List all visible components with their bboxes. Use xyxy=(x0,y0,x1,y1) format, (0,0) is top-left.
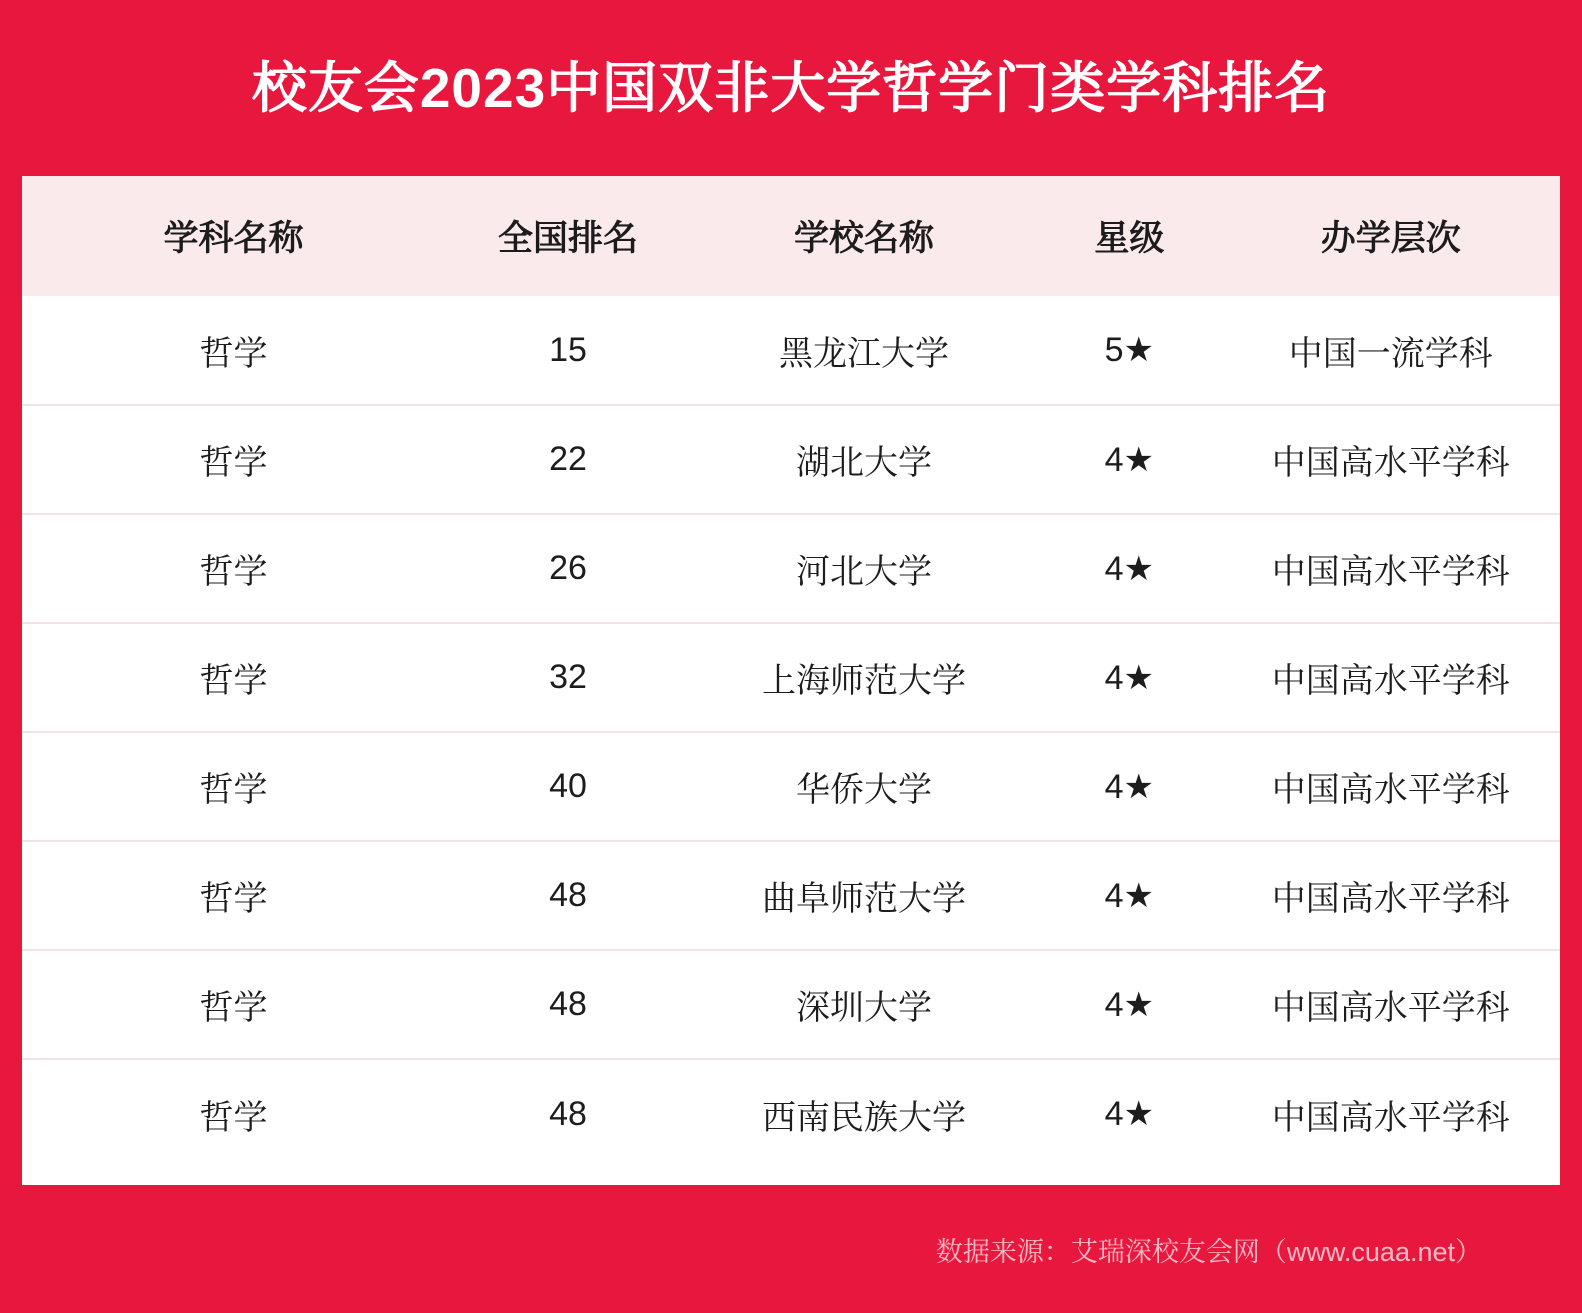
cell-star: 4★ xyxy=(1104,549,1155,588)
cell-subject: 哲学 xyxy=(199,1098,268,1137)
page-title: 校友会2023中国双非大学哲学门类学科排名 xyxy=(251,56,1331,119)
cell-school: 华侨大学 xyxy=(796,771,933,809)
cell-star: 5★ xyxy=(1104,331,1155,369)
cell-school: 河北大学 xyxy=(796,553,933,591)
cell-level: 中国高水平学科 xyxy=(1271,989,1510,1027)
cell-rank: 48 xyxy=(549,1094,587,1133)
table-row xyxy=(22,732,1560,841)
cell-star: 4★ xyxy=(1104,440,1155,479)
column-header-star: 星级 xyxy=(1094,219,1165,258)
cell-star: 4★ xyxy=(1104,767,1155,806)
cell-school: 曲阜师范大学 xyxy=(762,880,967,918)
table-body xyxy=(22,296,1560,1168)
cell-level: 中国高水平学科 xyxy=(1271,771,1510,809)
cell-rank: 48 xyxy=(549,876,587,914)
cell-rank: 22 xyxy=(549,440,587,478)
cell-star: 4★ xyxy=(1104,1095,1155,1133)
cell-subject: 哲学 xyxy=(199,662,268,700)
cell-rank: 32 xyxy=(549,658,587,696)
cell-level: 中国高水平学科 xyxy=(1271,880,1510,918)
cell-rank: 26 xyxy=(549,549,587,587)
column-header-level: 办学层次 xyxy=(1320,219,1461,258)
cell-school: 深圳大学 xyxy=(796,989,933,1027)
cell-subject: 哲学 xyxy=(199,553,268,591)
cell-subject: 哲学 xyxy=(199,771,268,809)
title-banner xyxy=(0,0,1582,176)
cell-subject: 哲学 xyxy=(199,444,268,482)
cell-rank: 15 xyxy=(549,330,587,369)
table-row xyxy=(22,405,1560,514)
cell-level: 中国高水平学科 xyxy=(1271,444,1510,482)
cell-subject: 哲学 xyxy=(199,880,268,918)
table-row xyxy=(22,841,1560,950)
table-row xyxy=(22,1059,1560,1168)
footer-bar xyxy=(0,1185,1582,1313)
ranking-table-card xyxy=(22,176,1560,1185)
cell-level: 中国一流学科 xyxy=(1288,334,1493,373)
data-source-note: 数据来源：艾瑞深校友会网（www.cuaa.net） xyxy=(935,1236,1482,1267)
cell-subject: 哲学 xyxy=(199,334,268,373)
ranking-table xyxy=(22,176,1560,1168)
column-header-rank: 全国排名 xyxy=(497,219,638,258)
table-row xyxy=(22,950,1560,1059)
table-row xyxy=(22,514,1560,623)
table-header-row xyxy=(22,176,1560,296)
table-head xyxy=(22,176,1560,296)
cell-level: 中国高水平学科 xyxy=(1271,1098,1510,1137)
cell-school: 上海师范大学 xyxy=(762,662,967,700)
cell-level: 中国高水平学科 xyxy=(1271,662,1510,700)
cell-star: 4★ xyxy=(1104,658,1155,697)
cell-rank: 40 xyxy=(549,767,587,805)
cell-subject: 哲学 xyxy=(199,989,268,1027)
cell-level: 中国高水平学科 xyxy=(1271,553,1510,591)
cell-school: 西南民族大学 xyxy=(762,1098,967,1137)
column-header-subject: 学科名称 xyxy=(163,219,304,258)
cell-school: 黑龙江大学 xyxy=(779,334,950,373)
cell-rank: 48 xyxy=(549,985,587,1023)
table-row xyxy=(22,296,1560,405)
column-header-school: 学校名称 xyxy=(794,219,935,258)
cell-star: 4★ xyxy=(1104,876,1155,915)
cell-star: 4★ xyxy=(1104,985,1155,1024)
table-row xyxy=(22,623,1560,732)
cell-school: 湖北大学 xyxy=(796,444,933,482)
